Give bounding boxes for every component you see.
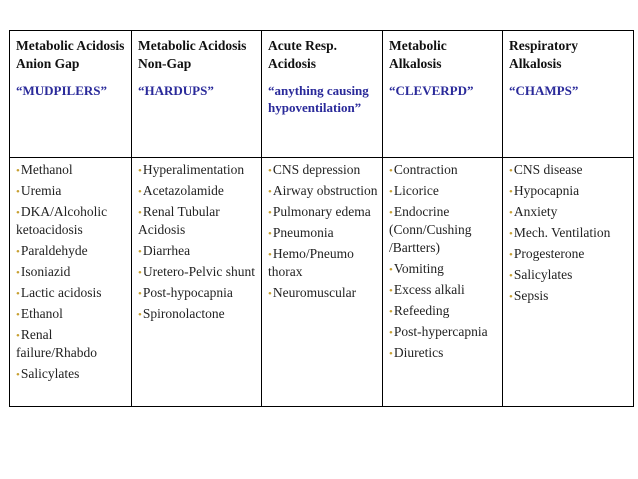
header-row <box>10 31 634 158</box>
list-item-text: Progesterone <box>513 245 585 261</box>
bullet-icon: • <box>389 326 393 339</box>
list-item-text: Sepsis <box>513 287 549 303</box>
bullet-icon: • <box>138 287 142 300</box>
list-item <box>16 365 128 383</box>
bullet-icon: • <box>16 287 20 300</box>
list-item <box>509 287 630 305</box>
list-item <box>16 284 128 302</box>
list-item <box>16 263 128 281</box>
list-item <box>138 203 258 239</box>
list-item <box>16 242 128 260</box>
bullet-icon: • <box>268 185 272 198</box>
list-item <box>389 161 499 179</box>
causes-cell <box>503 158 634 407</box>
list-item <box>509 161 630 179</box>
list-item-text: Diarrhea <box>142 242 191 258</box>
list-item <box>138 182 258 200</box>
column-mnemonic: “anything causing hypoventilation” <box>268 82 369 116</box>
list-item <box>389 302 499 320</box>
list-item <box>138 284 258 302</box>
header-cell-metabolic-acidosis-anion-gap <box>10 31 132 158</box>
list-item <box>509 245 630 263</box>
list-item-text: Contraction <box>393 162 458 177</box>
list-item <box>509 266 630 284</box>
bullet-icon: • <box>268 227 272 240</box>
bullet-icon: • <box>16 368 20 381</box>
bullet-icon: • <box>16 165 20 177</box>
column-title: Acute Resp. Acidosis <box>268 38 337 71</box>
list-item-text: Salicylates <box>513 266 573 282</box>
bullet-icon: • <box>16 329 20 342</box>
bullet-icon: • <box>138 206 142 219</box>
list-item-text: Endocrine (Conn/Cushing /Bartters) <box>389 203 472 255</box>
mnemonic-table <box>9 30 634 407</box>
column-title: Respiratory Alkalosis <box>509 38 578 71</box>
bullet-icon: • <box>509 290 513 303</box>
list-item-text: Uretero-Pelvic shunt <box>142 263 255 279</box>
list-item-text: Isoniazid <box>20 263 71 279</box>
header-cell-metabolic-alkalosis <box>383 31 503 158</box>
list-item-text: Mech. Ventilation <box>513 224 611 240</box>
column-mnemonic: “CHAMPS” <box>509 82 579 98</box>
cause-list <box>509 161 630 305</box>
list-item <box>16 161 128 179</box>
list-item-text: Paraldehyde <box>20 242 88 258</box>
list-item-text: Excess alkali <box>393 281 465 297</box>
causes-cell <box>132 158 262 407</box>
list-item <box>389 281 499 299</box>
list-item <box>138 305 258 323</box>
list-item <box>16 203 128 239</box>
list-item-text: Salicylates <box>20 365 80 381</box>
cause-list <box>389 161 499 362</box>
causes-cell <box>383 158 503 407</box>
list-item-text: Airway obstruction <box>272 182 378 198</box>
cause-list <box>138 161 258 323</box>
list-item <box>509 182 630 200</box>
list-item <box>268 182 379 200</box>
list-item <box>268 203 379 221</box>
list-item-text: Diuretics <box>393 344 444 360</box>
list-item <box>268 284 379 302</box>
list-item <box>389 323 499 341</box>
bullet-icon: • <box>509 227 513 240</box>
list-item <box>389 344 499 362</box>
list-item-text: Renal Tubular Acidosis <box>138 203 220 237</box>
list-item-text: DKA/Alcoholic ketoacidosis <box>16 203 108 237</box>
list-item-text: Anxiety <box>513 203 558 219</box>
list-item-text: Spironolactone <box>142 305 225 321</box>
header-cell-respiratory-alkalosis <box>503 31 634 158</box>
list-item-text: Acetazolamide <box>142 182 224 198</box>
list-item-text: Post-hypocapnia <box>142 284 233 300</box>
cause-list <box>268 161 379 302</box>
bullet-icon: • <box>389 347 393 360</box>
list-item <box>509 203 630 221</box>
list-item <box>138 242 258 260</box>
list-item <box>268 224 379 242</box>
list-item-text: Lactic acidosis <box>20 284 102 300</box>
bullet-icon: • <box>268 287 272 300</box>
list-item-text: Neuromuscular <box>272 284 357 300</box>
list-item-text: CNS depression <box>272 162 361 177</box>
list-item <box>268 245 379 281</box>
bullet-icon: • <box>268 165 272 177</box>
list-item <box>16 182 128 200</box>
bullet-icon: • <box>389 185 393 198</box>
list-item <box>268 161 379 179</box>
column-title: Metabolic Acidosis Non-Gap <box>138 38 247 71</box>
bullet-icon: • <box>389 284 393 297</box>
column-title: Metabolic Alkalosis <box>389 38 447 71</box>
column-mnemonic: “HARDUPS” <box>138 82 214 98</box>
bullet-icon: • <box>509 269 513 282</box>
list-item-text: Renal failure/Rhabdo <box>16 326 97 360</box>
bullet-icon: • <box>138 308 142 321</box>
list-item-text: CNS disease <box>513 162 583 177</box>
list-item <box>16 305 128 323</box>
list-item-text: Pneumonia <box>272 224 334 240</box>
list-item-text: Pulmonary edema <box>272 203 371 219</box>
list-item <box>389 203 499 257</box>
list-item-text: Refeeding <box>393 302 450 318</box>
causes-row <box>10 158 634 407</box>
list-item-text: Hypocapnia <box>513 182 580 198</box>
header-cell-acute-resp-acidosis <box>262 31 383 158</box>
column-title: Metabolic Acidosis Anion Gap <box>16 38 125 71</box>
list-item <box>389 260 499 278</box>
column-mnemonic: “MUDPILERS” <box>16 82 108 98</box>
list-item <box>138 263 258 281</box>
bullet-icon: • <box>16 266 20 279</box>
bullet-icon: • <box>509 165 513 177</box>
list-item-text: Licorice <box>393 182 439 198</box>
bullet-icon: • <box>509 185 513 198</box>
list-item-text: Uremia <box>20 182 62 198</box>
list-item <box>389 182 499 200</box>
list-item <box>138 161 258 179</box>
bullet-icon: • <box>268 206 272 219</box>
bullet-icon: • <box>16 245 20 258</box>
list-item-text: Vomiting <box>393 260 444 276</box>
list-item-text: Hemo/Pneumo thorax <box>268 245 354 279</box>
causes-cell <box>10 158 132 407</box>
list-item <box>16 326 128 362</box>
cause-list <box>16 161 128 382</box>
list-item-text: Hyperalimentation <box>142 162 245 177</box>
list-item-text: Methanol <box>20 162 73 177</box>
bullet-icon: • <box>389 263 393 276</box>
bullet-icon: • <box>389 206 393 219</box>
bullet-icon: • <box>389 305 393 318</box>
bullet-icon: • <box>509 248 513 261</box>
list-item-text: Ethanol <box>20 305 63 321</box>
bullet-icon: • <box>509 206 513 219</box>
bullet-icon: • <box>138 245 142 258</box>
causes-cell <box>262 158 383 407</box>
bullet-icon: • <box>16 206 20 219</box>
list-item <box>509 224 630 242</box>
bullet-icon: • <box>138 266 142 279</box>
bullet-icon: • <box>268 248 272 261</box>
bullet-icon: • <box>16 185 20 198</box>
bullet-icon: • <box>389 165 393 177</box>
column-mnemonic: “CLEVERPD” <box>389 82 474 98</box>
list-item-text: Post-hypercapnia <box>393 323 488 339</box>
bullet-icon: • <box>138 165 142 177</box>
bullet-icon: • <box>16 308 20 321</box>
header-cell-metabolic-acidosis-non-gap <box>132 31 262 158</box>
bullet-icon: • <box>138 185 142 198</box>
